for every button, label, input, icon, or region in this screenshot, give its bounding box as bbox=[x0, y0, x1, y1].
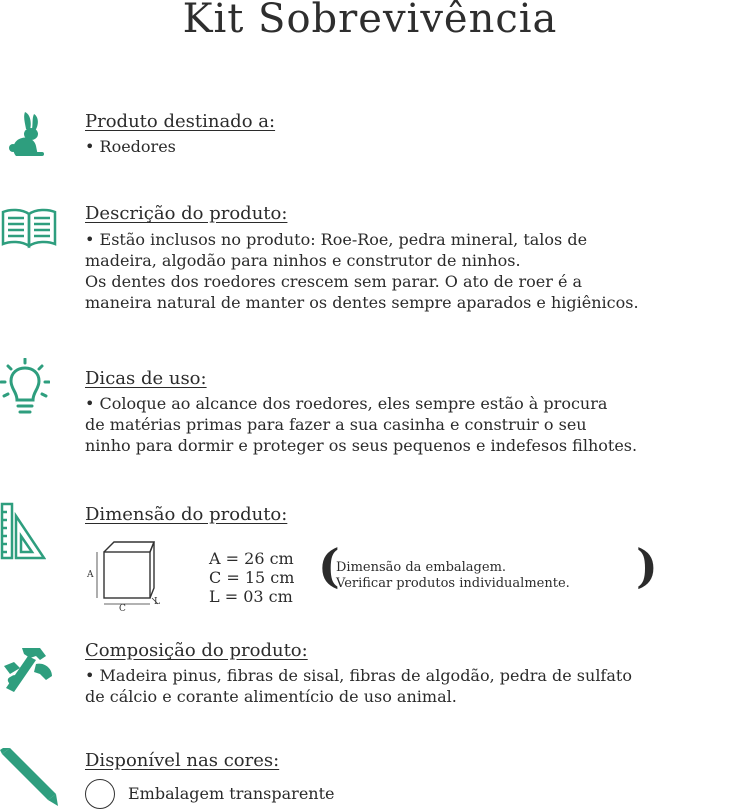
description-line: • Estão inclusos no produto: Roe-Roe, pedra mineral, talos de bbox=[85, 230, 588, 249]
note-close-paren: ) bbox=[636, 539, 658, 593]
lightbulb-icon bbox=[0, 358, 50, 418]
dimension-values bbox=[209, 549, 294, 606]
description-body bbox=[85, 229, 639, 313]
target-line: • Roedores bbox=[85, 137, 176, 156]
ruler-triangle-icon bbox=[0, 502, 46, 560]
tips-line: ninho para dormir e proteger os seus pequenos e indefesos filhotes. bbox=[85, 436, 638, 455]
description-line: madeira, algodão para ninhos e construtor de ninhos. bbox=[85, 251, 521, 270]
color-option-label: Embalagem transparente bbox=[128, 784, 335, 803]
dimensions-heading: Dimensão do produto: bbox=[85, 504, 288, 525]
rabbit-icon bbox=[8, 110, 48, 158]
target-body bbox=[85, 136, 176, 157]
box-label-height: A bbox=[87, 570, 94, 580]
box-label-width: C bbox=[119, 604, 126, 614]
composition-line: • Madeira pinus, fibras de sisal, fibras de algodão, pedra de sulfato bbox=[85, 666, 632, 685]
tips-heading: Dicas de uso: bbox=[85, 368, 207, 389]
box-diagram bbox=[84, 538, 170, 614]
page-title: Kit Sobrevivência bbox=[182, 0, 558, 42]
description-line: Os dentes dos roedores crescem sem parar. O ato de roer é a bbox=[85, 272, 583, 291]
note-open-paren: ( bbox=[318, 539, 340, 593]
hammer-icon bbox=[0, 646, 56, 698]
color-swatch-transparent bbox=[85, 779, 115, 809]
composition-heading: Composição do produto: bbox=[85, 640, 308, 661]
dimension-height: A = 26 cm bbox=[209, 549, 294, 568]
colors-heading: Disponível nas cores: bbox=[85, 750, 280, 771]
description-line: maneira natural de manter os dentes sempre aparados e higiênicos. bbox=[85, 293, 639, 312]
tips-line: de matérias primas para fazer a sua casinha e construir o seu bbox=[85, 415, 587, 434]
tips-body bbox=[85, 393, 637, 456]
book-icon bbox=[0, 206, 58, 250]
box-label-length: L bbox=[154, 597, 160, 607]
dimension-length: L = 03 cm bbox=[209, 587, 293, 606]
dimension-note-line: Verificar produtos individualmente. bbox=[336, 576, 570, 591]
dimension-note-line: Dimensão da embalagem. bbox=[336, 560, 507, 575]
dimension-width: C = 15 cm bbox=[209, 568, 295, 587]
target-heading: Produto destinado a: bbox=[85, 111, 276, 132]
dimension-note bbox=[336, 560, 570, 592]
composition-line: de cálcio e corante alimentício de uso animal. bbox=[85, 687, 457, 706]
pencil-icon bbox=[0, 748, 58, 808]
description-heading: Descrição do produto: bbox=[85, 203, 288, 224]
composition-body bbox=[85, 665, 632, 707]
tips-line: • Coloque ao alcance dos roedores, eles sempre estão à procura bbox=[85, 394, 608, 413]
